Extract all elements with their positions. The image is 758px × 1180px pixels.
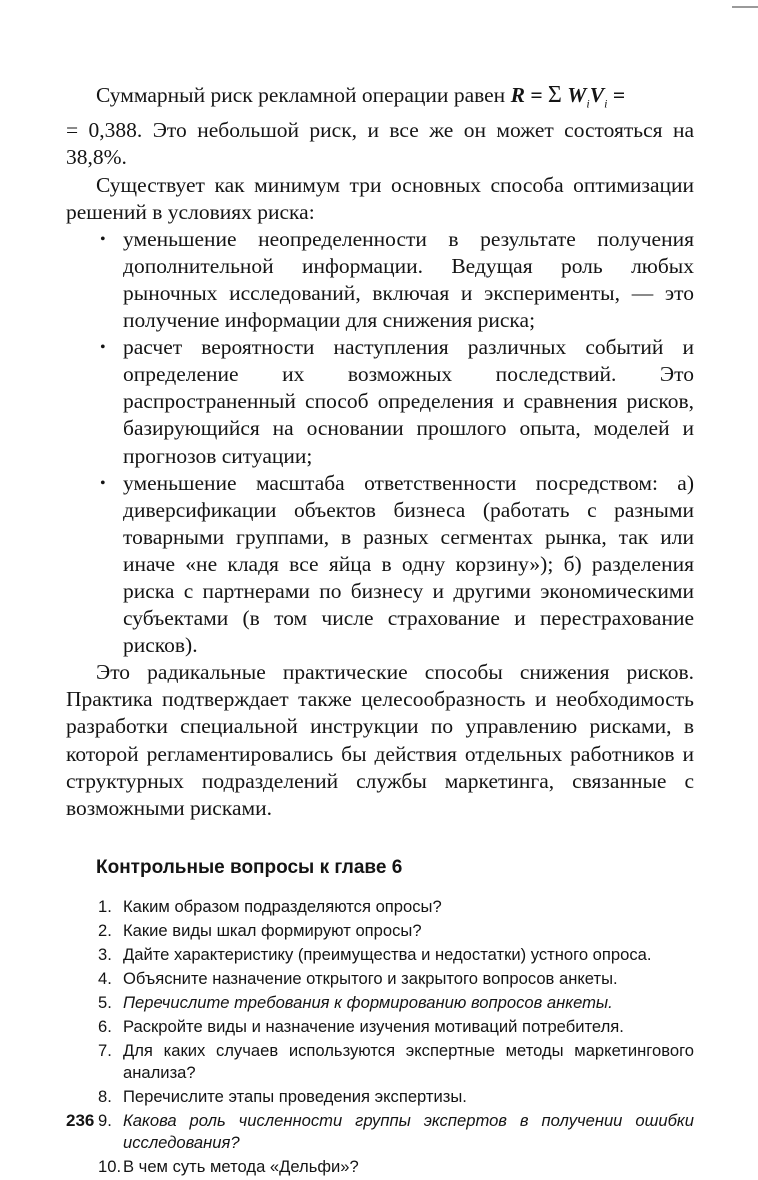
section-heading: Контрольные вопросы к главе 6 <box>96 856 403 878</box>
book-page <box>66 82 694 1180</box>
question-item: 8. Перечислите этапы проведения экспертизы. <box>98 1087 467 1107</box>
question-item: 4. Объясните назначение открытого и закрытого вопросов анкеты. <box>98 968 618 988</box>
bullet-icon: • <box>100 230 106 248</box>
bullet-icon: • <box>100 474 106 492</box>
paragraph-lead: Суммарный риск рекламной операции равен <box>96 83 511 107</box>
page-number: 236 <box>66 1111 95 1130</box>
paragraph-methods-intro: Существует как минимум три основных способа оптимизации решений в условиях риска: <box>66 172 694 224</box>
question-item: 6. Раскройте виды и назначение изучения мотиваций потребителя. <box>98 1016 624 1036</box>
list-item: • расчет вероятности наступления различных событий и определение их возможных последствий. Это распространенный способ определения и сравнения рисков, базирующийся на основании прошлого опыта, моделей и прогнозов ситуации; <box>100 335 694 468</box>
bullet-icon: • <box>100 339 106 357</box>
control-questions-list <box>66 896 694 1179</box>
question-item: 5. Перечислите требования к формированию вопросов анкеты. <box>98 992 613 1012</box>
paragraph-conclusion: Это радикальные практические способы снижения рисков. Практика подтверждает также целесообразность и необходимость разработки специальной инструкции по управлению рисками, в которой регламентировались бы действия отдельных работников и структурных подразделений службы маркетинга, связанные с возможными рисками. <box>66 660 694 820</box>
question-item: 2. Какие виды шкал формируют опросы? <box>98 920 422 940</box>
scan-edge-mark <box>732 6 758 8</box>
paragraph-rest: = 0,388. Это небольшой риск, и все же он может состояться на 38,8%. <box>66 118 694 170</box>
question-item: 7. Для каких случаев используются экспертные методы маркетингового анализа? <box>98 1040 694 1083</box>
methods-list <box>66 226 694 660</box>
risk-formula: R = Σ $W_iV_i$ = <box>510 82 626 111</box>
list-item: • уменьшение масштаба ответственности посредством: а) диверсификации объектов бизнеса (работать с разными товарными группами, в разных сегментах рынка, так или иначе «не кладя все яйца в одну корзину»); б) разделения риска с партнерами по бизнесу и другими экономическими субъектами (в том числе страхование и перестрахование рисков). <box>100 470 694 658</box>
body-text <box>66 82 694 822</box>
question-item: 10. В чем суть метода «Дельфи»? <box>98 1157 359 1177</box>
question-item: 9. Какова роль численности группы экспертов в получении ошибки исследования? <box>98 1111 694 1153</box>
paragraph-total-risk <box>66 82 694 172</box>
list-item: • уменьшение неопределенности в результате получения дополнительной информации. Ведущая роль любых рыночных исследований, включая и эксперименты, — это получение информации для снижения риска; <box>100 226 694 333</box>
question-item: 3. Дайте характеристику (преимущества и недостатки) устного опроса. <box>98 944 652 964</box>
question-item: 1. Каким образом подразделяются опросы? <box>98 896 442 916</box>
